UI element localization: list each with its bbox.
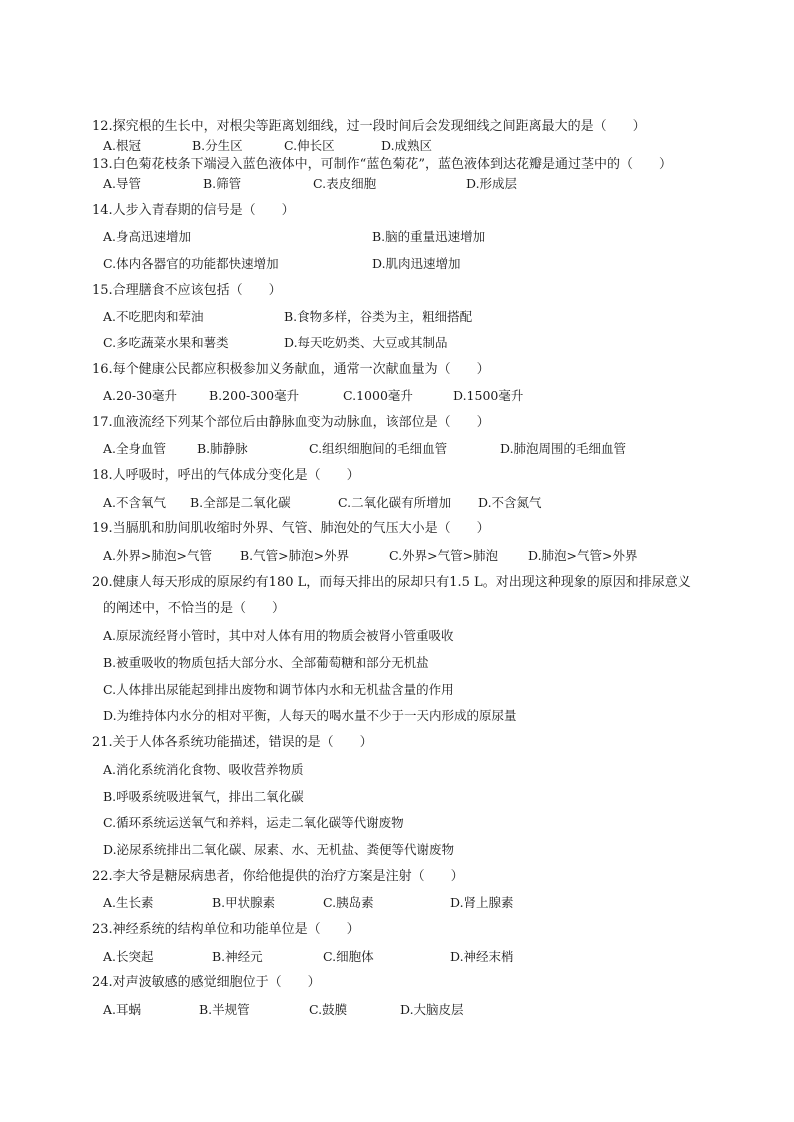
q17-option-b: B.肺静脉 [197,441,248,456]
q16-option-b: B.200-300毫升 [209,388,300,403]
q12-option-c: C.伸长区 [284,138,335,153]
q17-option-a: A.全身血管 [103,441,167,456]
q22-stem: 22.李大爷是糖尿病患者，你给他提供的治疗方案是注射（ ） [92,869,464,884]
q16-option-c: C.1000毫升 [343,388,413,403]
q17-option-d: D.肺泡周围的毛细血管 [500,441,627,456]
q18-option-a: A.不含氧气 [103,495,167,510]
q19-stem: 19.当膈肌和肋间肌收缩时外界、气管、肺泡处的气压大小是（ ） [92,521,490,536]
q22-option-d: D.肾上腺素 [450,895,514,910]
q24-option-b: B.半规管 [199,1002,250,1017]
q21-option-b: B.呼吸系统吸进氧气，排出二氧化碳 [103,789,304,804]
q19-option-a: A.外界>肺泡>气管 [103,548,212,563]
q12-stem: 12.探究根的生长中，对根尖等距离划细线，过一段时间后会发现细线之间距离最大的是（ ） [92,119,646,134]
q15-option-d: D.每天吃奶类、大豆或其制品 [284,335,448,350]
q17-stem: 17.血液流经下列某个部位后由静脉血变为动脉血，该部位是（ ） [92,415,490,430]
q13-option-d: D.形成层 [466,176,518,191]
q16-option-d: D.1500毫升 [453,388,524,403]
q21-stem: 21.关于人体各系统功能描述，错误的是（ ） [92,735,373,750]
q20-option-a: A.原尿流经肾小管时，其中对人体有用的物质会被肾小管重吸收 [103,628,454,643]
q20-stem: 20.健康人每天形成的原尿约有180 L，而每天排出的尿却只有1.5 L。对出现这种现象的原因和排尿意义 [92,575,691,590]
q14-option-a: A.身高迅速增加 [103,229,192,244]
q18-option-c: C.二氧化碳有所增加 [338,495,452,510]
q23-stem: 23.神经系统的结构单位和功能单位是（ ） [92,922,360,937]
q23-option-b: B.神经元 [212,949,263,964]
q21-option-c: C.循环系统运送氧气和养料，运走二氧化碳等代谢废物 [103,815,404,830]
q22-option-b: B.甲状腺素 [212,895,276,910]
q15-option-a: A.不吃肥肉和荤油 [103,309,204,324]
q15-option-b: B.食物多样，谷类为主，粗细搭配 [284,309,473,324]
q13-option-b: B.筛管 [203,176,242,191]
q23-option-c: C.细胞体 [323,949,374,964]
q13-stem: 13.白色菊花枝条下端浸入蓝色液体中，可制作“蓝色菊花”，蓝色液体到达花瓣是通过茎中的（ ） [92,157,672,172]
q20-option-c: C.人体排出尿能起到排出废物和调节体内水和无机盐含量的作用 [103,682,454,697]
q22-option-a: A.生长素 [103,895,154,910]
q12-option-d: D.成熟区 [381,138,433,153]
q20-stem-continued: 的阐述中，不恰当的是（ ） [103,601,286,616]
q12-option-a: A.根冠 [103,138,142,153]
q24-option-a: A.耳蜗 [103,1002,142,1017]
q19-option-b: B.气管>肺泡>外界 [240,548,350,563]
q16-option-a: A.20-30毫升 [103,388,178,403]
q20-option-b: B.被重吸收的物质包括大部分水、全部葡萄糖和部分无机盐 [103,655,429,670]
q14-option-b: B.脑的重量迅速增加 [372,229,486,244]
q14-option-d: D.肌肉迅速增加 [372,256,461,271]
q17-option-c: C.组织细胞间的毛细血管 [309,441,448,456]
q24-option-c: C.鼓膜 [309,1002,348,1017]
q20-option-d: D.为维持体内水分的相对平衡，人每天的喝水量不少于一天内形成的原尿量 [103,708,517,723]
q21-option-d: D.泌尿系统排出二氧化碳、尿素、水、无机盐、粪便等代谢废物 [103,842,455,857]
q14-stem: 14.人步入青春期的信号是（ ） [92,203,295,218]
q24-stem: 24.对声波敏感的感觉细胞位于（ ） [92,975,321,990]
q23-option-a: A.长突起 [103,949,154,964]
q21-option-a: A.消化系统消化食物、吸收营养物质 [103,762,304,777]
q19-option-c: C.外界>气管>肺泡 [389,548,499,563]
q12-option-b: B.分生区 [192,138,243,153]
q23-option-d: D.神经末梢 [450,949,514,964]
q13-option-c: C.表皮细胞 [313,176,377,191]
q15-option-c: C.多吃蔬菜水果和薯类 [103,335,229,350]
q18-option-d: D.不含氮气 [478,495,542,510]
q16-stem: 16.每个健康公民都应积极参加义务献血，通常一次献血量为（ ） [92,362,490,377]
q18-option-b: B.全部是二氧化碳 [190,495,291,510]
q24-option-d: D.大脑皮层 [400,1002,464,1017]
q14-option-c: C.体内各器官的功能都快速增加 [103,256,279,271]
q22-option-c: C.胰岛素 [323,895,374,910]
q13-option-a: A.导管 [103,176,142,191]
q15-stem: 15.合理膳食不应该包括（ ） [92,283,282,298]
q18-stem: 18.人呼吸时，呼出的气体成分变化是（ ） [92,468,360,483]
q19-option-d: D.肺泡>气管>外界 [528,548,638,563]
